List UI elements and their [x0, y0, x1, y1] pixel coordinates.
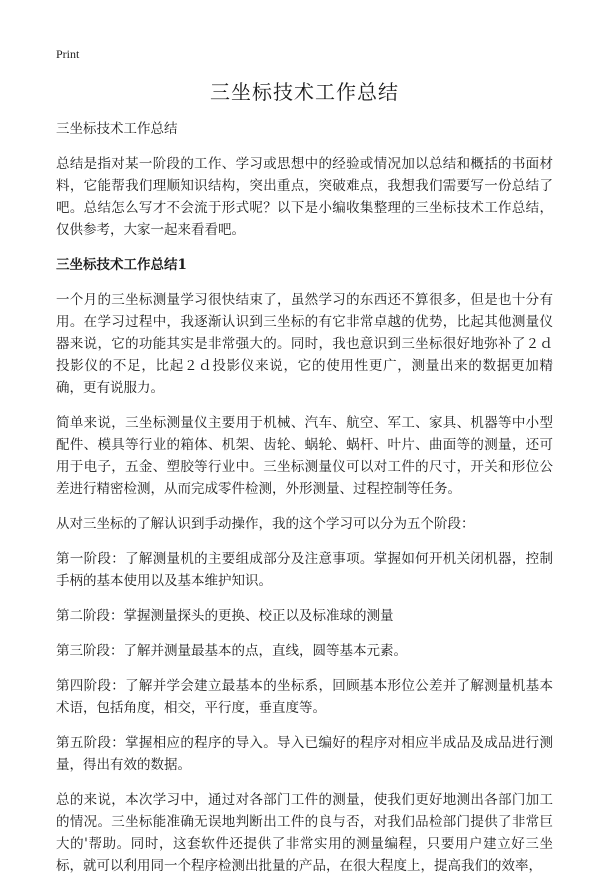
paragraph: 第五阶段：掌握相应的程序的导入。导入已编好的程序对相应半成品及成品进行测量，得出有效的数据。	[56, 735, 553, 773]
intro-paragraph: 总结是指对某一阶段的工作、学习或思想中的经验或情况加以总结和概括的书面材料，它能帮我们理顺知识结构，突出重点，突破难点，我想我们需要写一份总结了吧。总结怎么写才不会流于形式呢？以下是小编收集整理的三坐标技术工作总结，仅供参考，大家一起来看看吧。	[56, 156, 553, 238]
page-title: 三坐标技术工作总结	[210, 80, 399, 104]
paragraph: 第三阶段：了解并测量最基本的点，直线，圆等基本元素。	[56, 643, 407, 659]
paragraph: 从对三坐标的了解认识到手动操作，我的这个学习可以分为五个阶段：	[56, 516, 475, 532]
paragraph: 一个月的三坐标测量学习很快结束了，虽然学习的东西还不算很多，但是也十分有用。在学习过程中，我逐渐认识到三坐标的有它非常卓越的优势，比起其他测量仪器来说，它的功能其实是非常强大的。同时，我也意识到三坐标很好地弥补了２ｄ投影仪的不足，比起２ｄ投影仪来说，它的使用性更广，测量出来的数据更加精确，更有说服力。	[56, 292, 553, 396]
paragraph: 总的来说，本次学习中，通过对各部门工件的测量，使我们更好地测出各部门加工的情况。三坐标能准确无误地判断出工件的良与否，对我们品检部门提供了非常巨大的'帮助。同时，这套软件还提供了非常实用的测量编程，只要用户建立好三坐标，就可以利用同一个程序检测出批量的产品，在很大程度上，提高我们的效率，	[56, 792, 553, 874]
paragraph: 第二阶段：掌握测量探头的更换、校正以及标准球的测量	[56, 608, 394, 624]
paragraph: 第一阶段：了解测量机的主要组成部分及注意事项。掌握如何开机关闭机器，控制手柄的基本使用以及基本维护知识。	[56, 551, 553, 589]
section-heading: 三坐标技术工作总结1	[56, 257, 187, 273]
paragraph: 简单来说，三坐标测量仪主要用于机械、汽车、航空、军工、家具、机器等中小型配件、模具等行业的箱体、机架、齿轮、蜗轮、蜗杆、叶片、曲面等的测量，还可用于电子，五金、塑胶等行业中。三坐标测量仪可以对工件的尺寸，开关和形位公差进行精密检测，从而完成零件检测，外形测量、过程控制等任务。	[56, 415, 553, 497]
print-link[interactable]: Print	[56, 47, 80, 61]
paragraph: 第四阶段：了解并学会建立最基本的坐标系，回顾基本形位公差并了解测量机基本术语，包括角度，相交，平行度，垂直度等。	[56, 678, 553, 716]
document-body	[56, 72, 553, 877]
document-subtitle: 三坐标技术工作总结	[56, 121, 178, 137]
